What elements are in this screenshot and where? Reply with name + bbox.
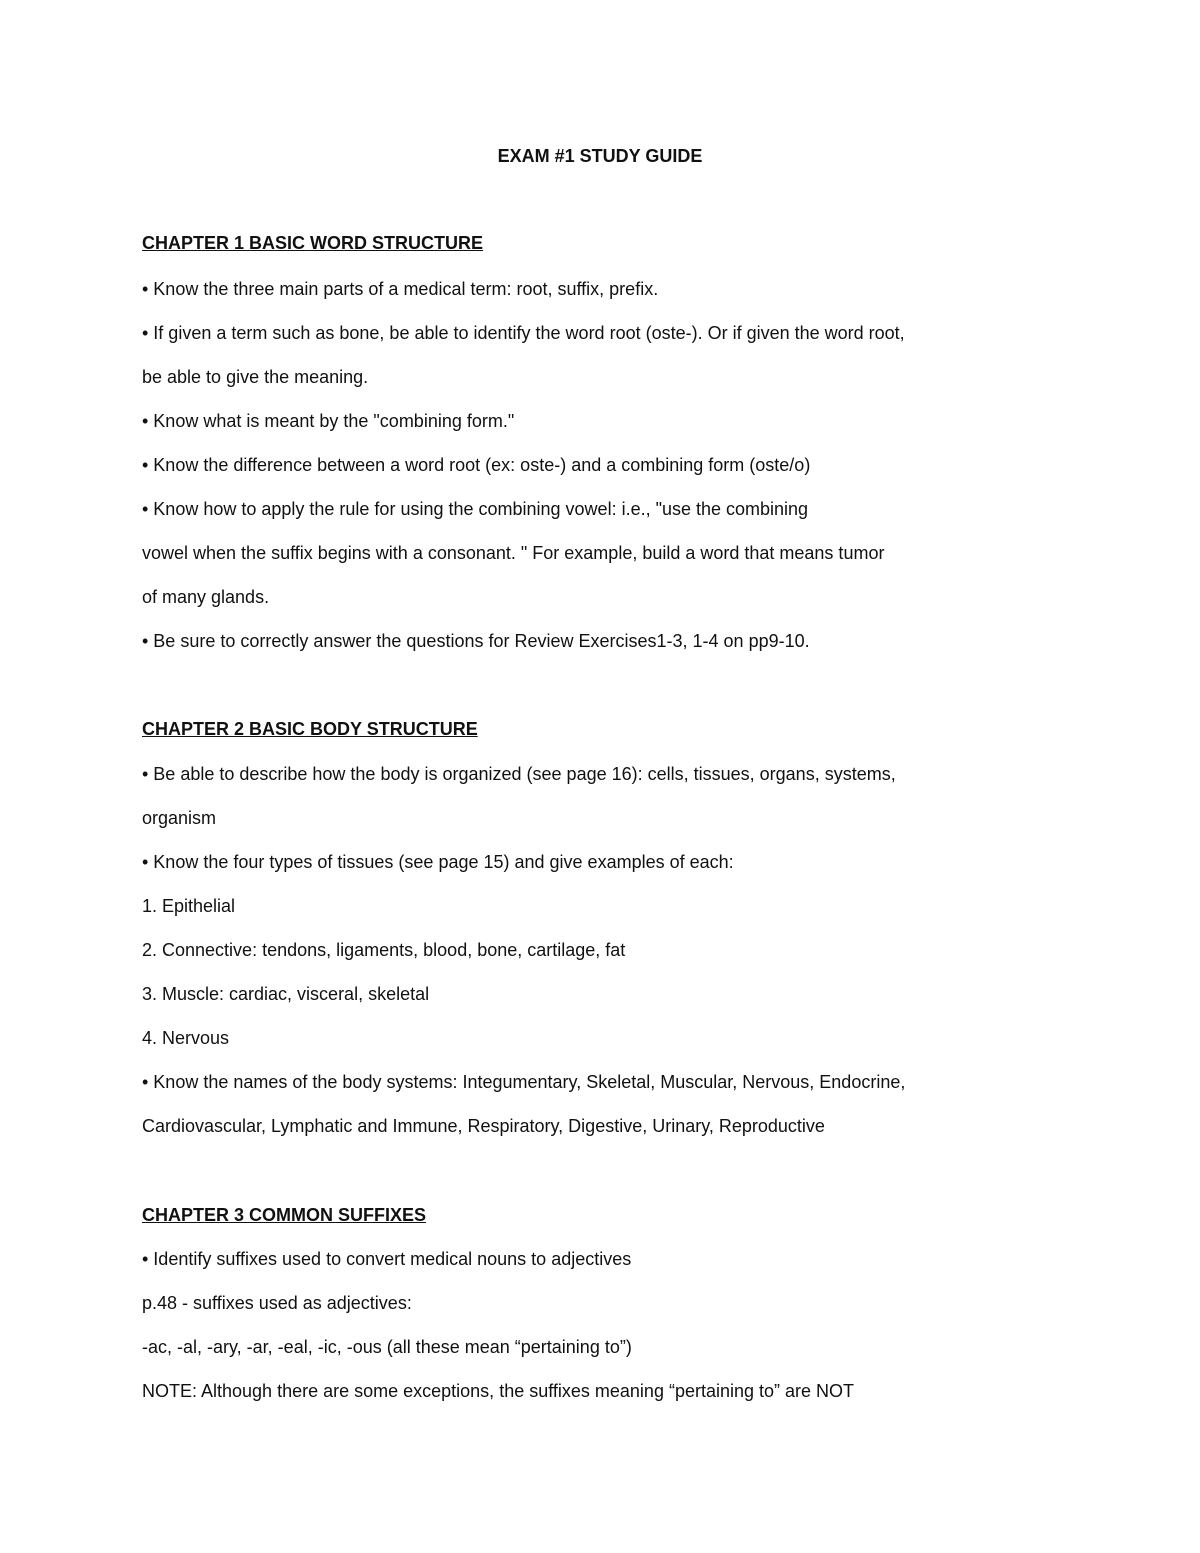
chapter-2-line: 4. Nervous <box>142 1028 230 1048</box>
chapter-1-heading: CHAPTER 1 BASIC WORD STRUCTURE <box>142 233 484 253</box>
chapter-2-line: • Be able to describe how the body is organized (see page 16): cells, tissues, organs, systems, <box>142 764 896 784</box>
chapter-3-heading: CHAPTER 3 COMMON SUFFIXES <box>142 1205 427 1225</box>
chapter-1-line: • Know what is meant by the "combining form." <box>142 411 515 431</box>
chapter-2-heading: CHAPTER 2 BASIC BODY STRUCTURE <box>142 719 478 739</box>
chapter-1-line: • Know the difference between a word root (ex: oste-) and a combining form (oste/o) <box>142 455 811 475</box>
chapter-2-line: • Know the names of the body systems: Integumentary, Skeletal, Muscular, Nervous, Endocrine, <box>142 1072 906 1092</box>
chapter-3-line: • Identify suffixes used to convert medical nouns to adjectives <box>142 1249 632 1269</box>
chapter-2-line: 3. Muscle: cardiac, visceral, skeletal <box>142 984 430 1004</box>
chapter-1-line: • If given a term such as bone, be able to identify the word root (oste-). Or if given the word root, <box>142 323 905 343</box>
chapter-1-line: vowel when the suffix begins with a consonant. " For example, build a word that means tumor <box>142 543 885 563</box>
chapter-2-line: 2. Connective: tendons, ligaments, blood, bone, cartilage, fat <box>142 940 626 960</box>
chapter-2-line: 1. Epithelial <box>142 896 236 916</box>
chapter-2-line: Cardiovascular, Lymphatic and Immune, Respiratory, Digestive, Urinary, Reproductive <box>142 1116 825 1136</box>
chapter-1-line: • Know how to apply the rule for using the combining vowel: i.e., "use the combining <box>142 499 809 519</box>
chapter-1-line: • Know the three main parts of a medical term: root, suffix, prefix. <box>142 279 659 299</box>
chapter-2-line: organism <box>142 808 217 828</box>
chapter-3-line: -ac, -al, -ary, -ar, -eal, -ic, -ous (all these mean “pertaining to”) <box>142 1337 632 1357</box>
chapter-3-line: p.48 - suffixes used as adjectives: <box>142 1293 412 1313</box>
chapter-2-line: • Know the four types of tissues (see page 15) and give examples of each: <box>142 852 734 872</box>
chapter-1-line: • Be sure to correctly answer the questions for Review Exercises1-3, 1-4 on pp9-10. <box>142 631 810 651</box>
chapter-3-line: NOTE: Although there are some exceptions, the suffixes meaning “pertaining to” are NOT <box>142 1381 855 1401</box>
document-title: EXAM #1 STUDY GUIDE <box>497 146 703 166</box>
chapter-1-line: of many glands. <box>142 587 270 607</box>
chapter-1-line: be able to give the meaning. <box>142 367 369 387</box>
